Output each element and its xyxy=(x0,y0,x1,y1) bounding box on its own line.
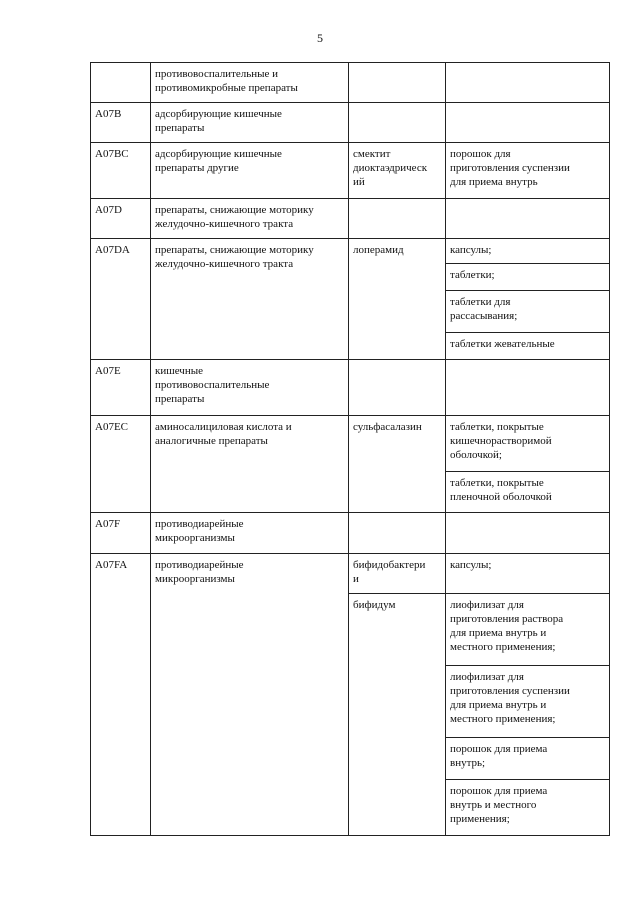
dosage-form-cell: лиофилизат для приготовления суспензии для приема внутрь и местного применения; xyxy=(446,666,610,738)
drug-classification-table xyxy=(90,62,610,836)
inn-cell: сульфасалазин xyxy=(349,416,446,513)
dosage-form-cell xyxy=(446,360,610,416)
inn-cell xyxy=(349,360,446,416)
inn-cell: смектит диоктаэдрическ ий xyxy=(349,143,446,199)
dosage-form-cell: таблетки жевательные xyxy=(446,333,610,360)
table-row xyxy=(91,416,610,472)
anatomical-group-cell: препараты, снижающие моторику желудочно-кишечного тракта xyxy=(151,199,349,239)
inn-cell xyxy=(349,513,446,554)
dosage-form-cell: лиофилизат для приготовления раствора для приема внутрь и местного применения; xyxy=(446,594,610,666)
atc-code-cell: A07D xyxy=(91,199,151,239)
table-row xyxy=(91,63,610,103)
inn-cell xyxy=(349,63,446,103)
dosage-form-cell: таблетки, покрытые пленочной оболочкой xyxy=(446,472,610,513)
dosage-form-cell: капсулы; xyxy=(446,239,610,264)
anatomical-group-cell: противодиарейные микроорганизмы xyxy=(151,554,349,836)
dosage-form-cell: таблетки, покрытые кишечнорастворимой оболочкой; xyxy=(446,416,610,472)
anatomical-group-cell: аминосалициловая кислота и аналогичные препараты xyxy=(151,416,349,513)
atc-code-cell: A07E xyxy=(91,360,151,416)
inn-cell: бифидум xyxy=(349,594,446,836)
inn-cell xyxy=(349,199,446,239)
atc-code-cell: A07EC xyxy=(91,416,151,513)
dosage-form-cell: капсулы; xyxy=(446,554,610,594)
atc-code-cell xyxy=(91,63,151,103)
table-row xyxy=(91,103,610,143)
anatomical-group-cell: препараты, снижающие моторику желудочно-кишечного тракта xyxy=(151,239,349,360)
atc-code-cell: A07BC xyxy=(91,143,151,199)
table-row xyxy=(91,360,610,416)
table-row xyxy=(91,199,610,239)
anatomical-group-cell: противодиарейные микроорганизмы xyxy=(151,513,349,554)
page-number: 5 xyxy=(317,31,323,45)
anatomical-group-cell: адсорбирующие кишечные препараты xyxy=(151,103,349,143)
atc-code-cell: A07B xyxy=(91,103,151,143)
atc-code-cell: A07FA xyxy=(91,554,151,836)
dosage-form-cell: порошок для приготовления суспензии для приема внутрь xyxy=(446,143,610,199)
inn-cell xyxy=(349,103,446,143)
dosage-form-cell xyxy=(446,63,610,103)
anatomical-group-cell: кишечные противовоспалительные препараты xyxy=(151,360,349,416)
table-row xyxy=(91,143,610,199)
dosage-form-cell xyxy=(446,103,610,143)
inn-cell: бифидобактери и xyxy=(349,554,446,594)
dosage-form-cell xyxy=(446,199,610,239)
dosage-form-cell: порошок для приема внутрь; xyxy=(446,738,610,780)
dosage-form-cell: таблетки для рассасывания; xyxy=(446,291,610,333)
table-row xyxy=(91,239,610,264)
dosage-form-cell xyxy=(446,513,610,554)
atc-code-cell: A07F xyxy=(91,513,151,554)
table-row xyxy=(91,554,610,594)
dosage-form-cell: таблетки; xyxy=(446,264,610,291)
anatomical-group-cell: противовоспалительные и противомикробные препараты xyxy=(151,63,349,103)
inn-cell: лоперамид xyxy=(349,239,446,360)
dosage-form-cell: порошок для приема внутрь и местного применения; xyxy=(446,780,610,836)
atc-code-cell: A07DA xyxy=(91,239,151,360)
table-row xyxy=(91,513,610,554)
anatomical-group-cell: адсорбирующие кишечные препараты другие xyxy=(151,143,349,199)
